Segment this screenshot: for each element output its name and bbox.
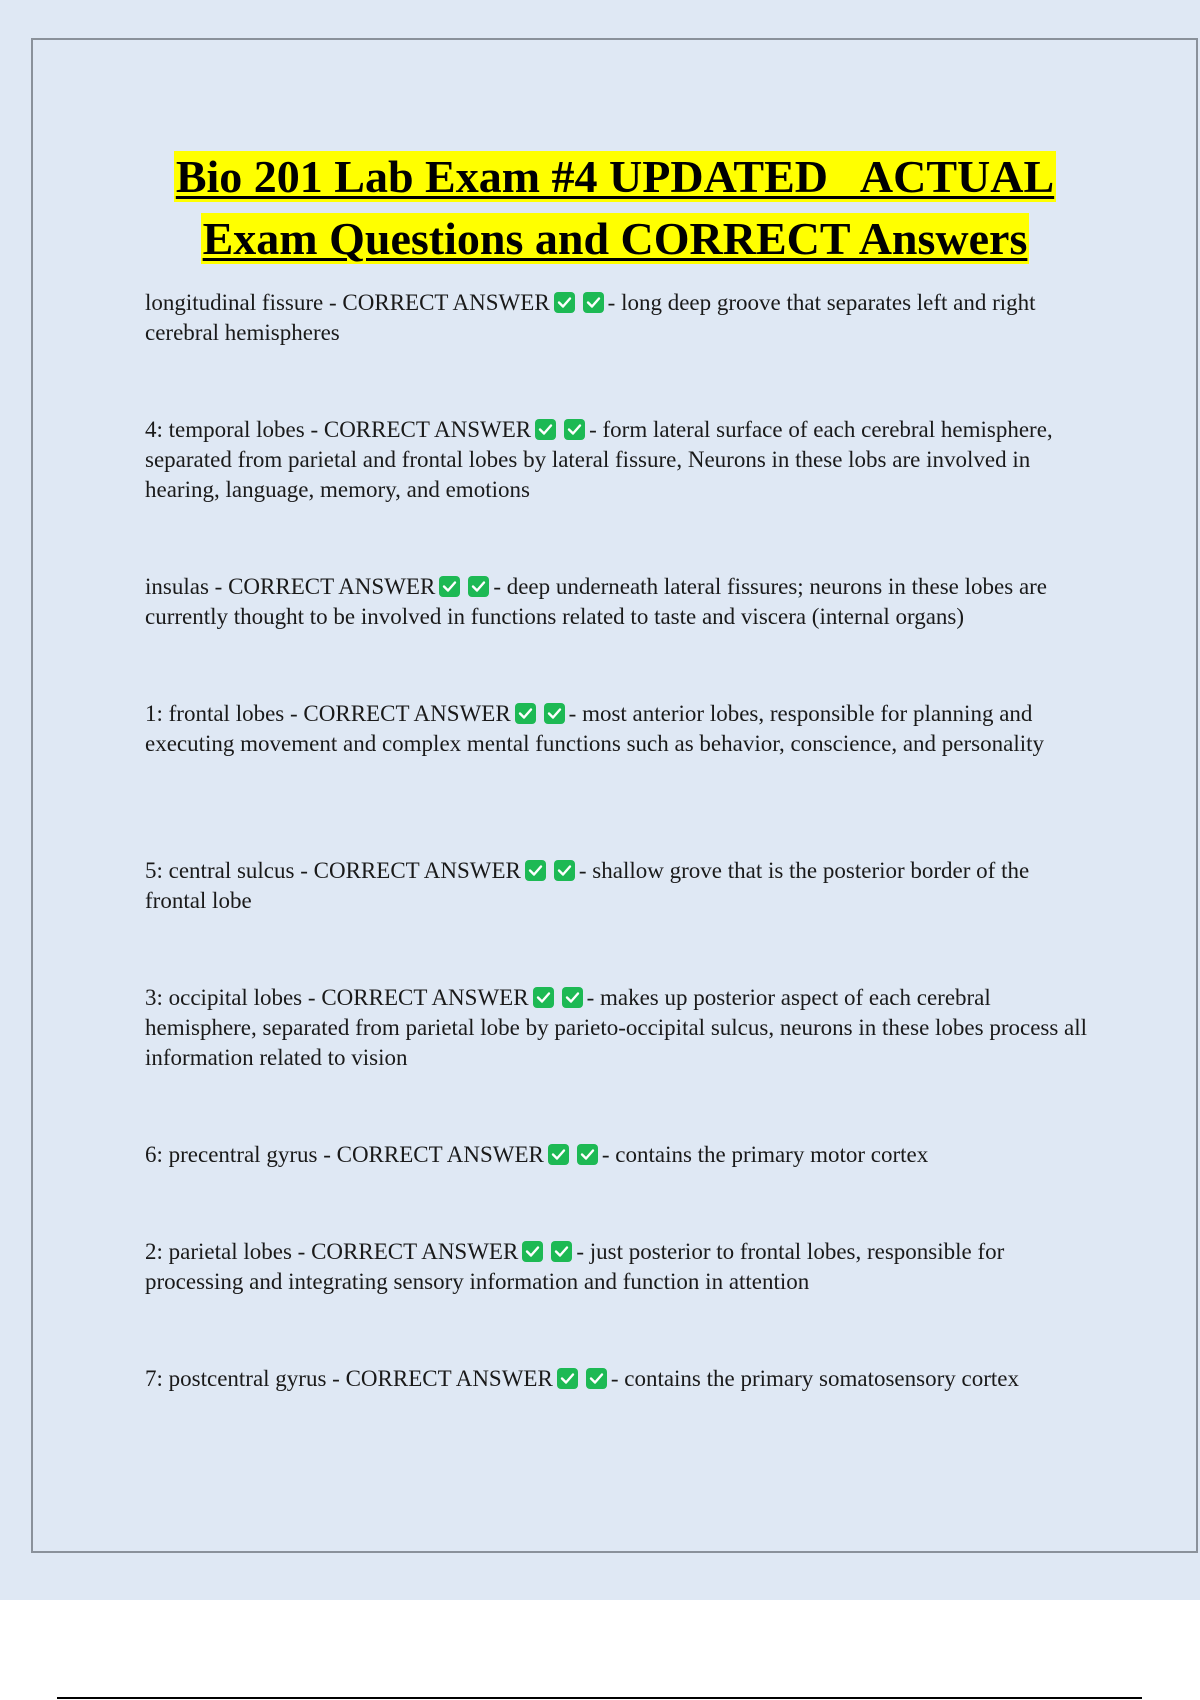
bottom-divider <box>57 1697 1142 1699</box>
entry-label: CORRECT ANSWER <box>321 985 529 1010</box>
check-mark-icon <box>468 576 489 597</box>
entry-term: insulas <box>145 574 209 599</box>
check-mark-icon <box>577 1144 598 1165</box>
entry-label: CORRECT ANSWER <box>313 858 521 883</box>
entry-definition: - deep underneath lateral fissures; neurons in these lobes are currently thought to be involved in functions related to taste and viscera (internal organs) <box>145 574 1048 629</box>
qa-entry: insulas - CORRECT ANSWER - deep underneath lateral fissures; neurons in these lobes are currently thought to be involved in functions related to taste and viscera (internal organs) <box>145 574 1048 629</box>
check-mark-icon <box>548 1144 569 1165</box>
title-line-1: Bio 201 Lab Exam #4 UPDATED ACTUAL <box>175 151 1055 202</box>
check-mark-icon <box>515 703 536 724</box>
entry-label: CORRECT ANSWER <box>336 1142 544 1167</box>
qa-entry: 2: parietal lobes - CORRECT ANSWER - just posterior to frontal lobes, responsible for processing and integrating sensory information and function in attention <box>145 1239 1005 1294</box>
qa-entry: 1: frontal lobes - CORRECT ANSWER - most anterior lobes, responsible for planning and executing movement and complex mental functions such as behavior, conscience, and personality <box>145 701 1044 756</box>
entry-label: CORRECT ANSWER <box>342 290 550 315</box>
check-mark-icon <box>525 860 546 881</box>
check-mark-icon <box>562 987 583 1008</box>
document-title <box>140 146 1090 270</box>
entry-term: 1: frontal lobes <box>145 701 285 726</box>
entry-definition: - form lateral surface of each cerebral hemisphere, separated from parietal and frontal lobes by lateral fissure, Neurons in these lobs are involved in hearing, language, memory, and emotions <box>145 417 1053 502</box>
qa-entry: 6: precentral gyrus - CORRECT ANSWER - contains the primary motor cortex <box>145 1142 929 1167</box>
title-line-2: Exam Questions and CORRECT Answers <box>202 213 1028 264</box>
qa-entry: 7: postcentral gyrus - CORRECT ANSWER - contains the primary somatosensory cortex <box>145 1366 1019 1391</box>
entry-definition: - shallow grove that is the posterior border of the frontal lobe <box>145 858 1030 913</box>
entry-definition: - makes up posterior aspect of each cerebral hemisphere, separated from parietal lobe by parieto-occipital sulcus, neurons in these lobes process all information related to vision <box>145 985 1088 1070</box>
entry-definition: - long deep groove that separates left and right cerebral hemispheres <box>145 290 1036 345</box>
entry-label: CORRECT ANSWER <box>323 417 532 442</box>
qa-entry: longitudinal fissure - CORRECT ANSWER - long deep groove that separates left and right cerebral hemispheres <box>145 290 1036 345</box>
entry-definition: - most anterior lobes, responsible for planning and executing movement and complex mental functions such as behavior, conscience, and personality <box>145 701 1044 756</box>
entry-term: 5: central sulcus <box>145 858 295 883</box>
entry-label: CORRECT ANSWER <box>303 701 511 726</box>
entry-term: 4: temporal lobes <box>145 417 305 442</box>
entry-label: CORRECT ANSWER <box>228 574 436 599</box>
entry-term: 3: occipital lobes <box>145 985 303 1010</box>
check-mark-icon <box>535 419 556 440</box>
entry-term: longitudinal fissure <box>145 290 324 315</box>
entry-label: CORRECT ANSWER <box>345 1366 553 1391</box>
entry-definition: - just posterior to frontal lobes, responsible for processing and integrating sensory information and function in attention <box>145 1239 1005 1294</box>
check-mark-icon <box>583 292 604 313</box>
entry-term: 6: precentral gyrus <box>145 1142 318 1167</box>
qa-entry: 5: central sulcus - CORRECT ANSWER - shallow grove that is the posterior border of the frontal lobe <box>145 858 1030 913</box>
qa-entry: 4: temporal lobes - CORRECT ANSWER - form lateral surface of each cerebral hemisphere, separated from parietal and frontal lobes by lateral fissure, Neurons in these lobs are involved in hearing, language, memory, and emotions <box>145 417 1053 502</box>
check-mark-icon <box>557 1368 578 1389</box>
check-mark-icon <box>551 1241 572 1262</box>
entry-label: CORRECT ANSWER <box>311 1239 519 1264</box>
qa-entry: 3: occipital lobes - CORRECT ANSWER - makes up posterior aspect of each cerebral hemisphere, separated from parietal lobe by parieto-occipital sulcus, neurons in these lobes process all information related to vision <box>145 985 1088 1070</box>
check-mark-icon <box>554 860 575 881</box>
check-mark-icon <box>533 987 554 1008</box>
entry-definition: - contains the primary motor cortex <box>601 1142 929 1167</box>
check-mark-icon <box>439 576 460 597</box>
check-mark-icon <box>554 292 575 313</box>
entry-definition: - contains the primary somatosensory cortex <box>610 1366 1019 1391</box>
entry-term: 7: postcentral gyrus <box>145 1366 327 1391</box>
check-mark-icon <box>522 1241 543 1262</box>
check-mark-icon <box>564 419 585 440</box>
check-mark-icon <box>544 703 565 724</box>
entry-term: 2: parietal lobes <box>145 1239 292 1264</box>
check-mark-icon <box>586 1368 607 1389</box>
